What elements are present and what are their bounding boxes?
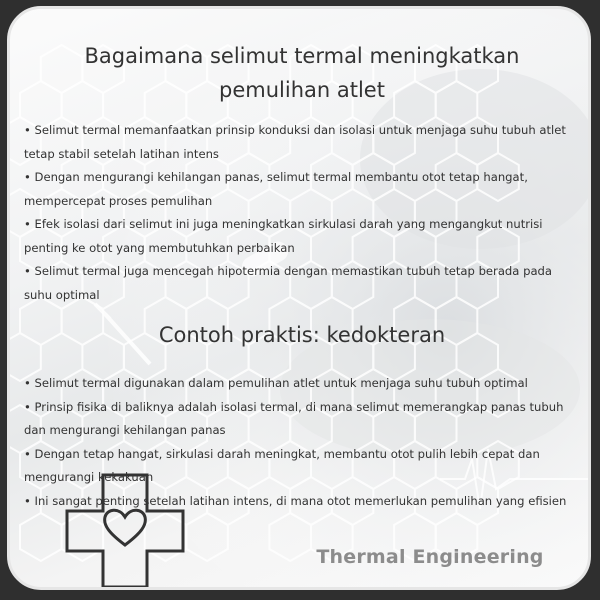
list-item: • Ini sangat penting setelah latihan intens, di mana otot memerlukan pemulihan yang efisien <box>24 493 567 508</box>
list-item: • Efek isolasi dari selimut ini juga meningkatkan sirkulasi darah yang mengangkut nutrisi penting ke otot yang membutuhkan perbaikan <box>24 217 543 255</box>
info-card <box>7 6 591 590</box>
section-2-title: Contoh praktis: kedokteran <box>158 323 446 347</box>
page-title <box>50 39 554 107</box>
section-1-list <box>24 119 580 307</box>
list-item: • Selimut termal digunakan dalam pemulihan atlet untuk menjaga suhu tubuh optimal <box>24 376 528 390</box>
medical-cross-heart-icon <box>65 473 185 589</box>
list-item: • Dengan mengurangi kehilangan panas, selimut termal membantu otot tetap hangat, mempercepat proses pemulihan <box>24 170 528 208</box>
list-item: • Dengan tetap hangat, sirkulasi darah meningkat, membantu otot pulih lebih cepat dan mengurangi kekakuan <box>24 446 540 484</box>
page-title-line-1: Bagaimana selimut termal meningkatkan <box>84 44 520 68</box>
brand-logo-text: Thermal Engineering <box>316 546 544 568</box>
page-title-line-2: pemulihan atlet <box>219 78 385 102</box>
list-item: • Selimut termal memanfaatkan prinsip konduksi dan isolasi untuk menjaga suhu tubuh atlet tetap stabil setelah latihan intens <box>24 123 566 161</box>
list-item: • Selimut termal juga mencegah hipotermia dengan memastikan tubuh tetap berada pada suhu optimal <box>24 264 553 302</box>
list-item: • Prinsip fisika di baliknya adalah isolasi termal, di mana selimut memerangkap panas tubuh dan mengurangi kehilangan panas <box>24 399 564 437</box>
